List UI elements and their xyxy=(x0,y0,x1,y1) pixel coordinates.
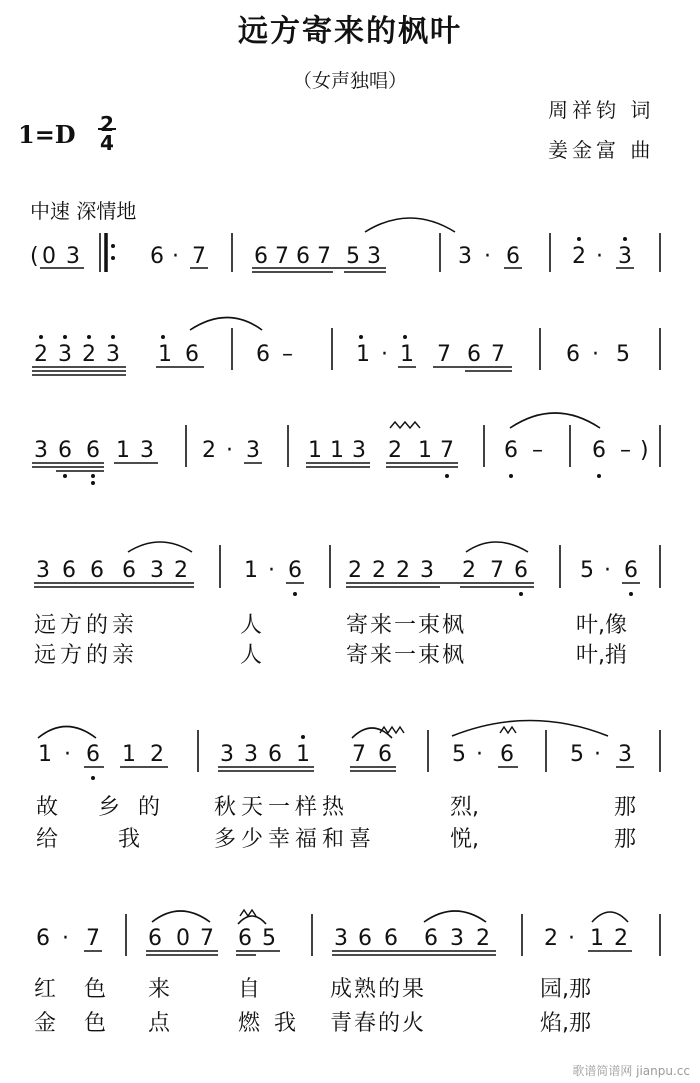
lyric-s6v2-5: 青春的火 xyxy=(330,1011,427,1036)
svg-text:7: 7 xyxy=(437,342,451,367)
svg-text:2: 2 xyxy=(388,438,402,463)
svg-text:·: · xyxy=(604,558,611,583)
svg-text:5: 5 xyxy=(346,244,360,269)
svg-text:1: 1 xyxy=(244,558,258,583)
svg-text:6: 6 xyxy=(86,742,100,767)
svg-text:6: 6 xyxy=(268,742,282,767)
svg-text:6: 6 xyxy=(504,438,518,463)
svg-text:3: 3 xyxy=(334,926,348,951)
svg-text:3: 3 xyxy=(66,244,80,269)
svg-text:1: 1 xyxy=(296,742,310,767)
lyric-s4v2-4: 叶,捎 xyxy=(576,643,627,668)
lyric-s5v2-5: 那 xyxy=(614,827,637,852)
svg-text:3: 3 xyxy=(458,244,472,269)
lyric-s5v2-2: 我 xyxy=(118,827,141,852)
lyric-s6v1-6: 园,那 xyxy=(540,977,591,1002)
time-signature-top: 2 xyxy=(100,112,114,136)
lyric-s4v1-2: 人 xyxy=(240,613,263,638)
lyric-s6v2-2: 色 xyxy=(84,1011,107,1036)
svg-text:7: 7 xyxy=(352,742,366,767)
svg-text:–: – xyxy=(282,342,293,367)
svg-text:3: 3 xyxy=(244,742,258,767)
key-signature: 1=D xyxy=(18,120,76,149)
svg-text:3: 3 xyxy=(352,438,366,463)
svg-text:–: – xyxy=(620,438,631,463)
lyricist-credit: 周祥钧 词 xyxy=(548,98,655,122)
svg-text:6: 6 xyxy=(36,926,50,951)
svg-text:1: 1 xyxy=(122,742,136,767)
lyric-s6v1-2: 色 xyxy=(84,977,107,1002)
svg-text:0: 0 xyxy=(176,926,190,951)
svg-text:7: 7 xyxy=(200,926,214,951)
svg-text:·: · xyxy=(62,926,69,951)
svg-text:·: · xyxy=(172,244,179,269)
svg-text:6: 6 xyxy=(296,244,310,269)
svg-text:3: 3 xyxy=(220,742,234,767)
svg-text:3: 3 xyxy=(450,926,464,951)
svg-text:6: 6 xyxy=(148,926,162,951)
svg-text:7: 7 xyxy=(440,438,454,463)
svg-text:6: 6 xyxy=(185,342,199,367)
svg-text:6: 6 xyxy=(592,438,606,463)
lyric-s4v2-1: 远方的亲 xyxy=(34,643,139,668)
svg-text:6: 6 xyxy=(624,558,638,583)
svg-text:7: 7 xyxy=(317,244,331,269)
lyric-s6v2-6: 焰,那 xyxy=(540,1011,591,1036)
svg-text:2: 2 xyxy=(544,926,558,951)
svg-text:6: 6 xyxy=(566,342,580,367)
svg-text:2: 2 xyxy=(572,244,586,269)
svg-text:1: 1 xyxy=(590,926,604,951)
system-4 xyxy=(36,558,638,583)
svg-text:3: 3 xyxy=(58,342,72,367)
lyric-s6v1-4: 自 xyxy=(238,977,261,1002)
lyric-s4v1-3: 寄来一束枫 xyxy=(346,613,467,638)
system-6 xyxy=(36,926,628,951)
svg-text:6: 6 xyxy=(288,558,302,583)
svg-text:·: · xyxy=(568,926,575,951)
svg-text:·: · xyxy=(268,558,275,583)
svg-text:·: · xyxy=(484,244,491,269)
lyric-s4v2-3: 寄来一束枫 xyxy=(346,643,467,668)
svg-text:6: 6 xyxy=(150,244,164,269)
lyric-s6v1-1: 红 xyxy=(34,977,57,1002)
svg-text:2: 2 xyxy=(614,926,628,951)
svg-text:6: 6 xyxy=(384,926,398,951)
svg-text:5: 5 xyxy=(570,742,584,767)
svg-text:1: 1 xyxy=(308,438,322,463)
lyric-s5v1-4: 烈, xyxy=(450,795,479,820)
svg-text:1: 1 xyxy=(330,438,344,463)
svg-text:3: 3 xyxy=(36,558,50,583)
lyric-s5v2-4: 悦, xyxy=(450,827,479,852)
lyric-s4v1-1: 远方的亲 xyxy=(34,613,139,638)
svg-text:1: 1 xyxy=(38,742,52,767)
lyric-s6v2-4: 燃我 xyxy=(238,1011,311,1036)
svg-text:7: 7 xyxy=(490,558,504,583)
system-2-dots xyxy=(39,335,407,339)
lyric-s5v1-5: 那 xyxy=(614,795,637,820)
lyric-s4v1-4: 叶,像 xyxy=(576,613,627,638)
svg-text:6: 6 xyxy=(86,438,100,463)
svg-text:2: 2 xyxy=(174,558,188,583)
svg-text:1: 1 xyxy=(356,342,370,367)
svg-text:6: 6 xyxy=(424,926,438,951)
svg-text:6: 6 xyxy=(90,558,104,583)
svg-text:2: 2 xyxy=(202,438,216,463)
svg-text:2: 2 xyxy=(476,926,490,951)
svg-text:·: · xyxy=(476,742,483,767)
svg-text:6: 6 xyxy=(467,342,481,367)
svg-text:2: 2 xyxy=(348,558,362,583)
svg-text:·: · xyxy=(381,342,388,367)
svg-text:6: 6 xyxy=(358,926,372,951)
song-title: 远方寄来的枫叶 xyxy=(238,14,462,49)
svg-text:6: 6 xyxy=(256,342,270,367)
svg-text:2: 2 xyxy=(462,558,476,583)
svg-text:2: 2 xyxy=(82,342,96,367)
system-4-dots xyxy=(293,592,633,596)
svg-text:6: 6 xyxy=(254,244,268,269)
svg-text:6: 6 xyxy=(500,742,514,767)
svg-text:–: – xyxy=(532,438,543,463)
svg-text:5: 5 xyxy=(262,926,276,951)
svg-text:5: 5 xyxy=(616,342,630,367)
system-3-dots xyxy=(63,474,601,485)
svg-text:7: 7 xyxy=(192,244,206,269)
svg-text:·: · xyxy=(226,438,233,463)
tempo-marking: 中速 深情地 xyxy=(30,199,137,223)
lyric-s4v2-2: 人 xyxy=(240,643,263,668)
svg-text:5: 5 xyxy=(452,742,466,767)
svg-text:2: 2 xyxy=(34,342,48,367)
svg-text:0: 0 xyxy=(42,244,56,269)
svg-text:6: 6 xyxy=(122,558,136,583)
lyric-s6v2-1: 金 xyxy=(34,1011,57,1036)
lyric-s5v2-3: 多少幸福和喜 xyxy=(214,827,377,852)
svg-text:3: 3 xyxy=(246,438,260,463)
watermark: 歌谱简谱网 jianpu.cc xyxy=(572,1064,690,1078)
lyric-s5v2-1: 给 xyxy=(36,827,59,852)
time-signature-bottom: 4 xyxy=(100,131,114,155)
svg-text:3: 3 xyxy=(618,244,632,269)
lyric-s5v1-1: 故 xyxy=(36,795,59,820)
svg-text:): ) xyxy=(640,438,649,463)
svg-text:6: 6 xyxy=(506,244,520,269)
svg-text:3: 3 xyxy=(420,558,434,583)
composer-credit: 姜金富 曲 xyxy=(548,138,655,162)
svg-text:6: 6 xyxy=(62,558,76,583)
svg-text:1: 1 xyxy=(116,438,130,463)
svg-text:·: · xyxy=(592,342,599,367)
svg-text:3: 3 xyxy=(140,438,154,463)
system-3 xyxy=(34,438,649,463)
svg-text:3: 3 xyxy=(367,244,381,269)
svg-text:1: 1 xyxy=(158,342,172,367)
svg-text:2: 2 xyxy=(372,558,386,583)
lyric-s6v1-5: 成熟的果 xyxy=(330,977,427,1002)
svg-text:3: 3 xyxy=(150,558,164,583)
svg-text:3: 3 xyxy=(618,742,632,767)
svg-text:(: ( xyxy=(30,244,39,269)
svg-text:·: · xyxy=(594,742,601,767)
svg-text:2: 2 xyxy=(150,742,164,767)
svg-text:3: 3 xyxy=(34,438,48,463)
lyric-s5v1-2: 乡的 xyxy=(98,795,179,820)
svg-text:6: 6 xyxy=(514,558,528,583)
svg-text:1: 1 xyxy=(400,342,414,367)
svg-text:5: 5 xyxy=(580,558,594,583)
song-subtitle: （女声独唱） xyxy=(292,70,407,92)
svg-text:6: 6 xyxy=(238,926,252,951)
svg-text:·: · xyxy=(596,244,603,269)
svg-text:2: 2 xyxy=(396,558,410,583)
svg-text:·: · xyxy=(64,742,71,767)
svg-text:7: 7 xyxy=(491,342,505,367)
system-5 xyxy=(38,742,632,767)
svg-text:6: 6 xyxy=(58,438,72,463)
lyric-s6v2-3: 点 xyxy=(148,1011,171,1036)
svg-text:7: 7 xyxy=(86,926,100,951)
lyric-s6v1-3: 来 xyxy=(148,977,171,1002)
system-1 xyxy=(30,244,632,269)
svg-text:1: 1 xyxy=(418,438,432,463)
lyric-s5v1-3: 秋天一样热 xyxy=(214,795,350,820)
svg-text:7: 7 xyxy=(275,244,289,269)
svg-text:3: 3 xyxy=(106,342,120,367)
svg-text:6: 6 xyxy=(378,742,392,767)
